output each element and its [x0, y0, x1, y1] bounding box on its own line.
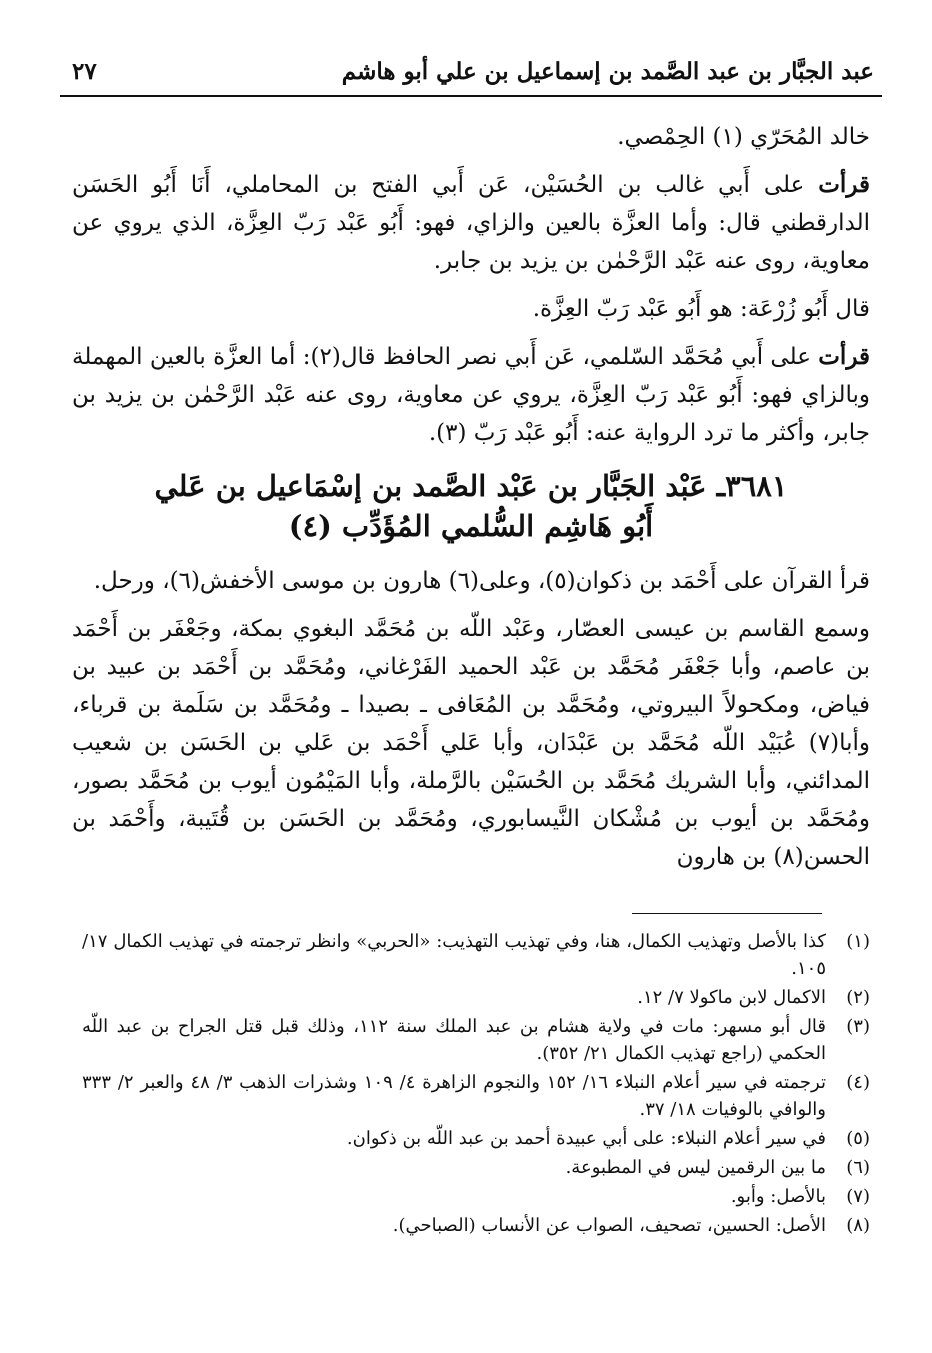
footnote-number: (١) — [846, 931, 870, 952]
footnote — [82, 928, 870, 982]
footnote-number: (٧) — [846, 1186, 870, 1207]
footnote — [82, 984, 870, 1011]
footnote-text: الاكمال لابن ماكولا ٧/ ١٢. — [637, 987, 826, 1008]
footnote-text: قال أبو مسهر: مات في ولاية هشام بن عبد الملك سنة ١١٢، وذلك قبل قتل الجراح بن عبد اللّه الحكمي (راجع تهذيب الكمال ٢١/ ٣٥٢). — [82, 1016, 826, 1064]
footnote-number: (٨) — [846, 1215, 870, 1236]
footnote-number: (٢) — [846, 987, 870, 1008]
paragraph-5: قرأ القرآن على أَحْمَد بن ذكوان(٥)، وعلى(٦) هارون بن موسى الأخفش(٦)، ورحل. — [93, 568, 870, 594]
footnotes — [82, 928, 870, 1241]
main-text — [72, 118, 870, 886]
footnote — [82, 1154, 870, 1181]
footnote — [82, 1013, 870, 1067]
paragraph-3: قال أَبُو زُرْعَة: هو أَبُو عَبْد رَبّ العِزَّة. — [532, 296, 870, 322]
footnote-text: بالأصل: وأبو. — [730, 1186, 826, 1207]
entry-title-line-2: أَبُو هَاشِم السُّلمي المُؤَدِّب (٤) — [288, 509, 654, 543]
footnote — [82, 1183, 870, 1210]
footnote-text: الأصل: الحسين، تصحيف، الصواب عن الأنساب (الصباحي). — [392, 1215, 826, 1236]
page-number: ٢٧ — [72, 58, 97, 85]
paragraph-1: خالد المُحَرّي (١) الحِمْصي. — [617, 124, 870, 150]
page-header — [60, 52, 882, 96]
footnote-text: في سير أعلام النبلاء: على أبي عبيدة أحمد بن عبد اللّه بن ذكوان. — [346, 1128, 826, 1149]
footnote — [82, 1125, 870, 1152]
footnote-text: كذا بالأصل وتهذيب الكمال، هنا، وفي تهذيب التهذيب: «الحربي» وانظر ترجمته في تهذيب الكمال ١٧/ ١٠٥. — [82, 931, 826, 979]
paragraph-2-text: على أَبي غالب بن الحُسَيْن، عَن أَبي الفتح بن المحاملي، أَنَا أَبُو الحَسَن الدارقطني قال: وأما العزَّة بالعين والزاي، فهو: أَبُو عَبْد رَبّ العِزَّة، الذي يروي عن معاوية، روى عنه عَبْد الرَّحْمٰن بن يزيد بن جابر. — [72, 172, 870, 274]
footnote-separator — [632, 913, 822, 914]
paragraph-4-text: على أَبي مُحَمَّد السّلمي، عَن أَبي نصر الحافظ قال(٢): أما العزَّة بالعين المهملة وبالزاي فهو: أَبُو عَبْد رَبّ العِزَّة، يروي عن معاوية، روى عنه عَبْد الرَّحْمٰن بن يزيد بن جابر، وأكثر ما ترد الرواية عنه: أَبُو عَبْد رَبّ (٣). — [72, 344, 870, 446]
entry-title — [72, 466, 870, 546]
running-title: عبد الجبَّار بن عبد الصَّمد بن إسماعيل بن علي أبو هاشم — [341, 58, 874, 85]
footnote-number: (٤) — [846, 1072, 870, 1093]
paragraph-2 — [72, 166, 870, 280]
footnote-number: (٣) — [846, 1016, 870, 1037]
footnote-number: (٥) — [846, 1128, 870, 1149]
footnote-number: (٦) — [846, 1157, 870, 1178]
paragraph-6: وسمع القاسم بن عيسى العصّار، وعَبْد اللّه بن مُحَمَّد البغوي بمكة، وجَعْفَر بن أَحْمَد بن عاصم، وأبا جَعْفَر مُحَمَّد بن عَبْد الحميد الفَرْغاني، ومُحَمَّد بن أَحْمَد بن عبيد بن فياض، ومكحولاً البيروتي، ومُحَمَّد بن المُعَافى ـ بصيدا ـ ومُحَمَّد بن سَلَمة بن قرباء، وأبا(٧) عُبَيْد اللّه مُحَمَّد بن عَبْدَان، وأبا عَلي أَحْمَد بن عَلي بن الحَسَن بن شعيب المدائني، وأبا الشريك مُحَمَّد بن الحُسَيْن بالرَّملة، وأبا المَيْمُون أيوب بن مُحَمَّد بصور، ومُحَمَّد بن أيوب بن مُشْكان النَّيسابوري، ومُحَمَّد بن الحَسَن بن قُتَيبة، وأَحْمَد بن الحسن(٨) بن هارون — [72, 616, 870, 870]
footnote — [82, 1212, 870, 1239]
footnote-text: ما بين الرقمين ليس في المطبوعة. — [565, 1157, 826, 1178]
paragraph-2-lead: قرأت — [818, 171, 871, 198]
footnote-text: ترجمته في سير أعلام النبلاء ١٦/ ١٥٢ والنجوم الزاهرة ٤/ ١٠٩ وشذرات الذهب ٣/ ٤٨ والعبر ٢/ ٣٣٣ والوافي بالوفيات ١٨/ ٣٧. — [82, 1072, 826, 1120]
paragraph-4-lead: قرأت — [818, 343, 871, 370]
paragraph-4 — [72, 338, 870, 452]
entry-title-line-1: ٣٦٨١ـ عَبْد الجَبَّار بن عَبْد الصَّمد بن إسْمَاعيل بن عَلي — [154, 469, 788, 503]
header-rule — [60, 95, 882, 97]
footnote — [82, 1069, 870, 1123]
